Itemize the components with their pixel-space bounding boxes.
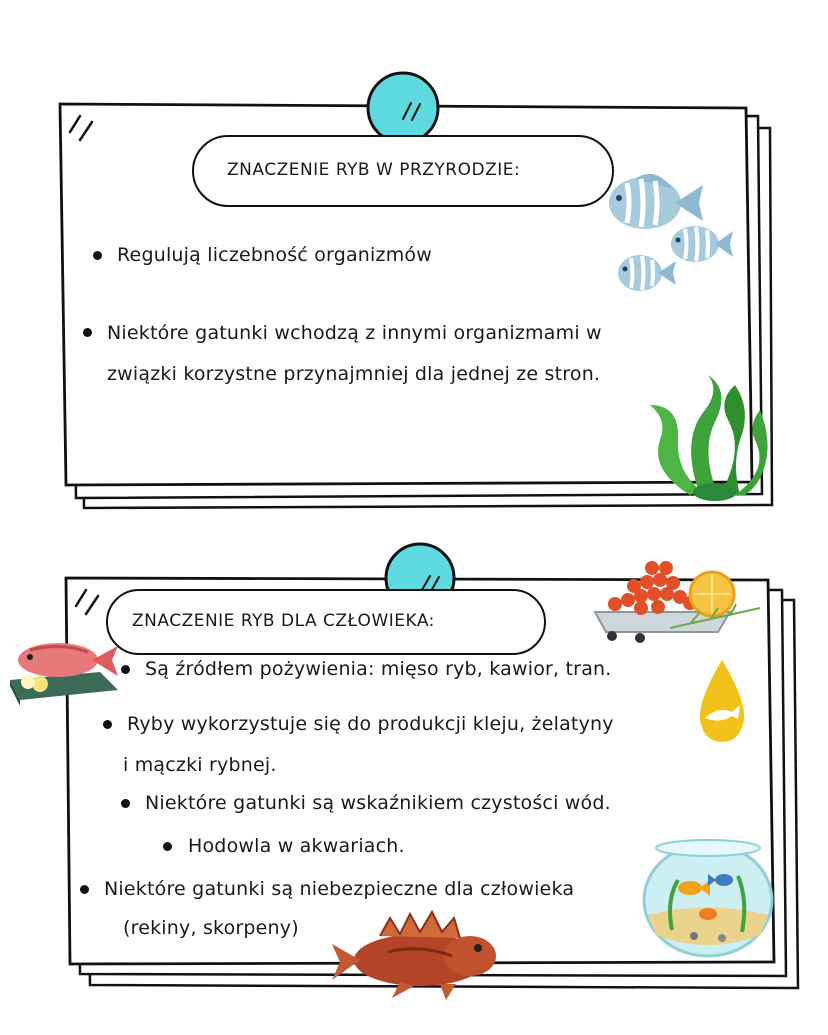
card-1-item-1: Regulują liczebność organizmów: [117, 244, 432, 266]
card-2-item-5-line-1: Niektóre gatunki są niebezpieczne dla człowieka: [104, 878, 575, 900]
card-1-item-2-line-2: związki korzystne przynajmniej dla jednej ze stron.: [107, 363, 601, 385]
card-2-bullet-3: [121, 799, 130, 808]
card-2-bullet-1: [121, 665, 130, 674]
card-2-item-2-line-2: i mączki rybnej.: [123, 754, 277, 776]
card-2-bullet-5: [80, 885, 89, 894]
card-2-item-5-line-2: (rekiny, skorpeny): [123, 917, 299, 939]
card-2-item-3: Niektóre gatunki są wskaźnikiem czystości wód.: [145, 792, 611, 814]
card-1-title: ZNACZENIE RYB W PRZYRODZIE:: [227, 160, 521, 180]
card-2-bullet-4: [163, 842, 172, 851]
card-2-item-2-line-1: Ryby wykorzystuje się do produkcji kleju, żelatyny: [127, 713, 614, 735]
card-1-item-2-line-1: Niektóre gatunki wchodzą z innymi organizmami w: [107, 322, 602, 344]
card-2-title: ZNACZENIE RYB DLA CZŁOWIEKA:: [132, 611, 435, 631]
card-2-item-1: Są źródłem pożywienia: mięso ryb, kawior, tran.: [145, 658, 612, 680]
card-2-item-4: Hodowla w akwariach.: [188, 835, 405, 857]
card-2-bullet-2: [103, 720, 112, 729]
